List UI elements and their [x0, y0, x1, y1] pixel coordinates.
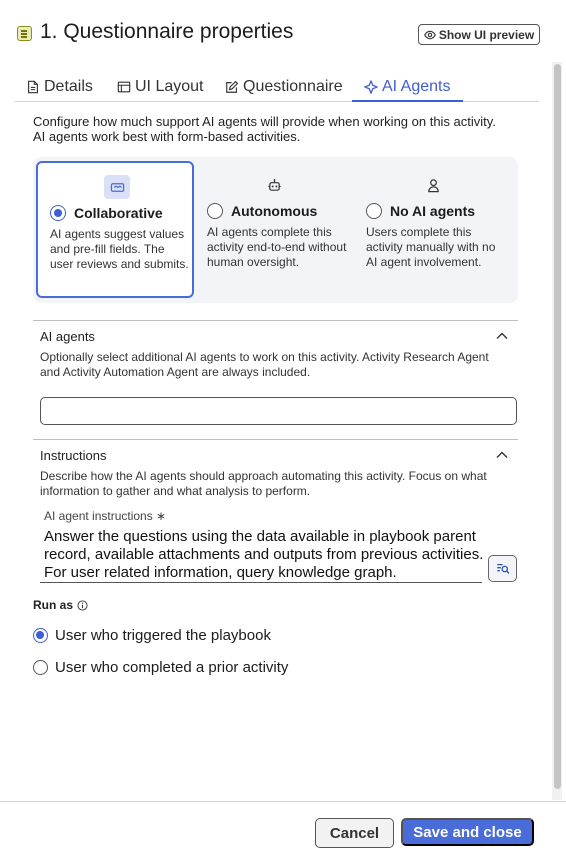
sparkle-icon	[364, 80, 378, 94]
show-ui-preview-button[interactable]	[418, 24, 540, 45]
run-as-label	[33, 598, 88, 612]
chevron-up-icon[interactable]	[495, 448, 509, 462]
instructions-section-description: Describe how the AI agents should approach automating this activity. Focus on what information to gather and what analysis to perform.	[40, 469, 487, 498]
info-icon[interactable]	[77, 600, 88, 611]
collaborative-radio[interactable]	[50, 205, 66, 221]
window-icon	[117, 80, 131, 94]
tab-ai-agents-label: AI Agents	[382, 77, 451, 95]
tab-details[interactable]	[14, 73, 105, 101]
mode-name: Autonomous	[231, 203, 318, 219]
run-as-option-prior[interactable]	[33, 658, 288, 676]
eye-icon	[424, 29, 436, 41]
run-as-option-label: User who completed a prior activity	[55, 658, 289, 676]
mode-name: Collaborative	[74, 205, 163, 221]
ai-agents-input[interactable]	[40, 397, 517, 425]
run-as-text: Run as	[33, 598, 74, 612]
tab-bar	[14, 73, 539, 102]
autonomous-radio[interactable]	[207, 203, 223, 219]
tab-questionnaire-label: Questionnaire	[243, 78, 343, 95]
run-as-option-label: User who triggered the playbook	[55, 626, 271, 644]
tab-ai-agents[interactable]	[352, 73, 463, 102]
tab-questionnaire[interactable]	[213, 73, 355, 101]
ai-assist-button[interactable]	[488, 555, 517, 582]
tab-ui-layout-label: UI Layout	[135, 78, 204, 95]
page-title: 1. Questionnaire properties	[40, 20, 294, 43]
run-as-triggered-radio[interactable]	[33, 628, 48, 643]
mode-card-no-ai-agents[interactable]	[354, 161, 512, 298]
instructions-section-title: Instructions	[40, 448, 107, 463]
ai-agent-instructions-label: AI agent instructions ∗	[44, 509, 167, 523]
show-ui-preview-label: Show UI preview	[438, 27, 535, 42]
ai-search-icon	[496, 562, 510, 576]
mode-description: AI agents suggest values and pre-fill fields. The user reviews and submits.	[50, 227, 189, 271]
handshake-icon	[104, 175, 130, 199]
vertical-scrollbar[interactable]	[552, 62, 562, 800]
run-as-prior-radio[interactable]	[33, 660, 48, 675]
dialog-body[interactable]	[0, 62, 566, 800]
mode-description: Users complete this activity manually with no AI agent involvement.	[366, 225, 496, 269]
ai-mode-selector	[33, 157, 518, 303]
edit-icon	[225, 80, 239, 94]
ai-agents-section-title: AI agents	[40, 329, 95, 344]
divider	[33, 320, 518, 321]
questionnaire-icon	[17, 26, 32, 41]
mode-card-autonomous[interactable]	[195, 161, 353, 298]
robot-icon	[261, 173, 287, 197]
document-icon	[26, 80, 40, 94]
ai-agent-instructions-field[interactable]: Answer the questions using the data available in playbook parent record, available attachments and outputs from previous activities. For user related information, query knowledge graph.	[44, 528, 484, 581]
mode-description: AI agents complete this activity end-to-end without human oversight.	[207, 225, 347, 269]
field-underline	[40, 582, 482, 583]
ai-agents-section-description: Optionally select additional AI agents to work on this activity. Activity Research Agent and Activity Automation Agent are always included.	[40, 350, 489, 379]
dialog-header	[0, 0, 566, 62]
cancel-button[interactable]: Cancel	[315, 818, 394, 848]
mode-name: No AI agents	[390, 203, 476, 219]
tab-ui-layout[interactable]	[105, 73, 215, 101]
chevron-up-icon[interactable]	[495, 329, 509, 343]
tab-details-label: Details	[44, 78, 93, 95]
dialog-footer	[0, 801, 566, 868]
run-as-option-triggered[interactable]	[33, 626, 271, 644]
save-and-close-button[interactable]: Save and close	[401, 818, 534, 846]
divider	[33, 439, 518, 440]
intro-text: Configure how much support AI agents will provide when working on this activity. AI agents work best with form-based activities.	[33, 114, 496, 144]
person-icon	[420, 173, 446, 197]
no-ai-agents-radio[interactable]	[366, 203, 382, 219]
mode-card-collaborative[interactable]	[36, 161, 194, 298]
scrollbar-thumb[interactable]	[554, 64, 561, 789]
